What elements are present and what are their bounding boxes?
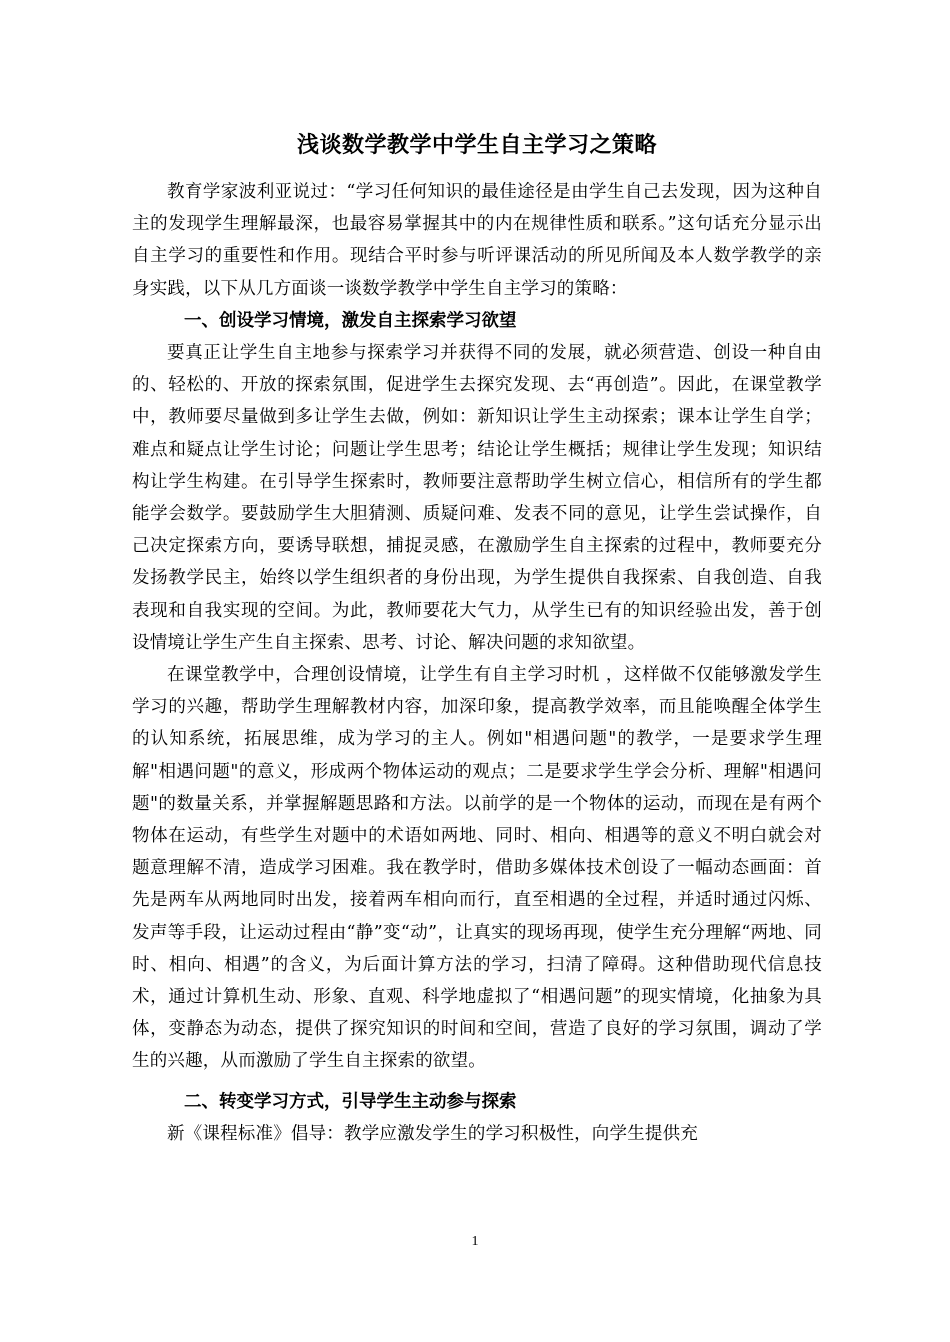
section-2-paragraph-1: 新《课程标准》倡导：教学应激发学生的学习积极性，向学生提供充 xyxy=(167,1123,698,1144)
section-2-heading: 二、转变学习方式，引导学生主动参与探索 xyxy=(184,1091,517,1112)
document-body xyxy=(132,128,822,1150)
section-1-paragraph-2: 在课堂教学中，合理创设情境，让学生有自主学习时机 ，这样做不仅能够激发学生学习的兴趣，帮助学生理解教材内容，加深印象，提高教学效率，而且能唤醒全体学生的认知系统，拓展思维，成为学习的主人。例如"相遇问题"的教学，一是要求学生理解"相遇问题"的意义，形成两个物体运动的观点；二是要求学生学会分析、理解"相遇问题"的数量关系，并掌握解题思路和方法。以前学的是一个物体的运动，而现在是有两个物体在运动，有些学生对题中的术语如两地、同时、相向、相遇等的意义不明白就会对题意理解不清，造成学习困难。我在教学时，借助多媒体技术创设了一幅动态画面：首先是两车从两地同时出发，接着两车相向而行，直至相遇的全过程，并适时通过闪烁、发声等手段，让运动过程由“静”变“动”，让真实的现场再现，使学生充分理解“两地、同时、相向、相遇”的含义，为后面计算方法的学习，扫清了障碍。这种借助现代信息技术，通过计算机生动、形象、直观、科学地虚拟了“相遇问题”的现实情境，化抽象为具体，变静态为动态，提供了探究知识的时间和空间，营造了良好的学习氛围，调动了学生的兴趣，从而激励了学生自主探索的欲望。 xyxy=(132,665,822,1072)
section-1-paragraph-1: 要真正让学生自主地参与探索学习并获得不同的发展，就必须营造、创设一种自由的、轻松的、开放的探索氛围，促进学生去探究发现、去“再创造”。因此，在课堂教学中，教师要尽量做到多让学生去做，例如：新知识让学生主动探索；课本让学生自学；难点和疑点让学生讨论；问题让学生思考；结论让学生概括；规律让学生发现；知识结构让学生构建。在引导学生探索时，教师要注意帮助学生树立信心，相信所有的学生都能学会数学。要鼓励学生大胆猜测、质疑问难、发表不同的意见，让学生尝试操作，自己决定探索方向，要诱导联想，捕捉灵感，在激励学生自主探索的过程中，教师要充分发扬教学民主，始终以学生组织者的身份出现，为学生提供自我探索、自我创造、自我表现和自我实现的空间。为此，教师要花大气力，从学生已有的知识经验出发，善于创设情境让学生产生自主探索、思考、讨论、解决问题的求知欲望。 xyxy=(132,343,822,653)
page-number: 1 xyxy=(471,1234,479,1249)
section-1-heading: 一、创设学习情境，激发自主探索学习欲望 xyxy=(184,310,517,331)
document-title: 浅谈数学教学中学生自主学习之策略 xyxy=(296,133,657,158)
intro-paragraph: 教育学家波利亚说过：“学习任何知识的最佳途径是由学生自己去发现，因为这种自主的发现学生理解最深，也最容易掌握其中的内在规律性质和联系。”这句话充分显示出自主学习的重要性和作用。现结合平时参与听评课活动的所见所闻及本人数学教学的亲身实践，以下从几方面谈一谈数学教学中学生自主学习的策略： xyxy=(132,182,822,299)
